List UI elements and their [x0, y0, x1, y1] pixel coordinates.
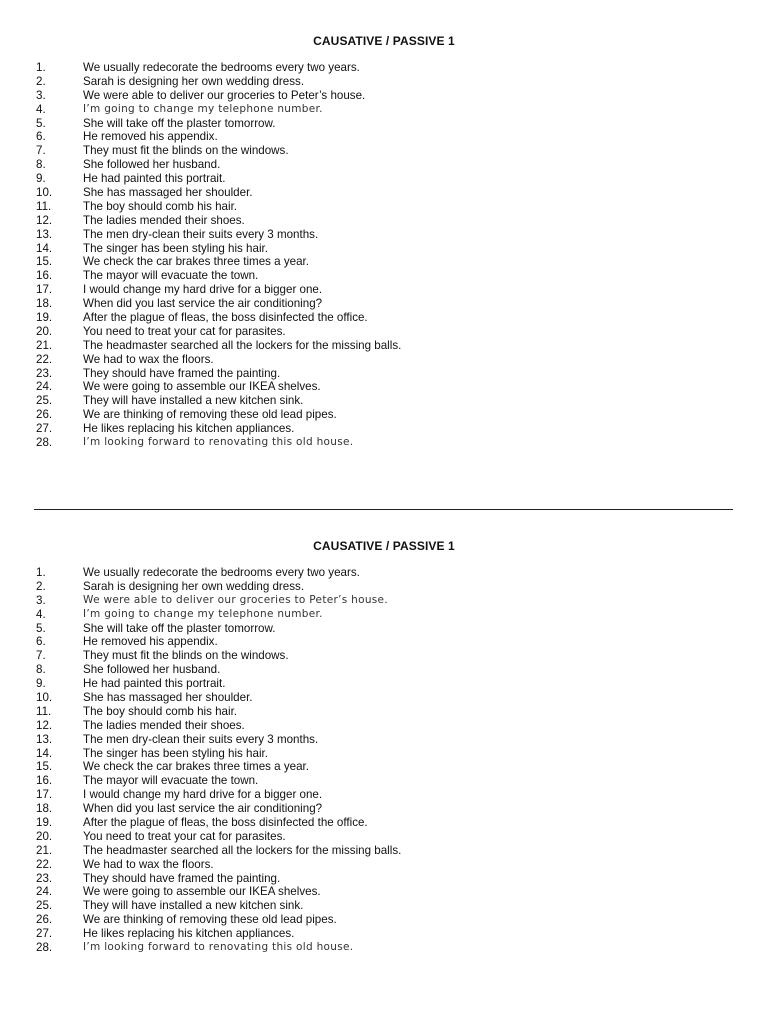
- item-number: 24.: [36, 885, 53, 899]
- list-item: [0, 594, 768, 608]
- list-item: [0, 255, 768, 269]
- list-item: [0, 89, 768, 103]
- item-sentence: I’m looking forward to renovating this old house.: [83, 941, 354, 954]
- item-number: 14.: [36, 241, 53, 255]
- item-sentence: The ladies mended their shoes.: [83, 718, 245, 732]
- item-sentence: We had to wax the floors.: [83, 352, 214, 366]
- item-sentence: The singer has been styling his hair.: [83, 241, 268, 255]
- item-sentence: We were going to assemble our IKEA shelves.: [83, 380, 321, 394]
- item-number: 14.: [36, 746, 53, 760]
- item-sentence: When did you last service the air conditioning?: [83, 297, 323, 311]
- list-item: [0, 691, 768, 705]
- item-sentence: We check the car brakes three times a year.: [83, 760, 309, 774]
- item-sentence: She has massaged her shoulder.: [83, 691, 253, 705]
- item-number: 13.: [36, 227, 53, 241]
- item-sentence: We usually redecorate the bedrooms every two years.: [83, 566, 360, 579]
- item-sentence: She has massaged her shoulder.: [83, 186, 253, 200]
- item-number: 17.: [36, 788, 53, 802]
- worksheet-copy-bottom: [0, 538, 768, 955]
- worksheet-copy-top: [0, 33, 768, 450]
- item-sentence: The boy should comb his hair.: [83, 704, 238, 718]
- item-sentence: He had painted this portrait.: [83, 172, 226, 186]
- item-number: 23.: [36, 366, 53, 380]
- list-item: [0, 325, 768, 339]
- list-item: [0, 158, 768, 172]
- list-item: [0, 719, 768, 733]
- list-item: [0, 649, 768, 663]
- item-number: 13.: [36, 732, 53, 746]
- item-number: 3.: [36, 593, 46, 607]
- item-sentence: After the plague of fleas, the boss disinfected the office.: [83, 311, 368, 325]
- item-number: 2.: [36, 579, 46, 593]
- list-item: [0, 269, 768, 283]
- item-number: 12.: [36, 718, 53, 732]
- item-number: 21.: [36, 843, 53, 857]
- list-item: [0, 635, 768, 649]
- list-item: [0, 677, 768, 691]
- item-sentence: The headmaster searched all the lockers for the missing balls.: [83, 338, 402, 352]
- item-sentence: He had painted this portrait.: [83, 677, 226, 691]
- item-number: 8.: [36, 663, 46, 677]
- item-sentence: The boy should comb his hair.: [83, 199, 238, 213]
- list-item: [0, 61, 768, 75]
- list-item: [0, 283, 768, 297]
- list-item: [0, 622, 768, 636]
- item-sentence: Sarah is designing her own wedding dress.: [83, 579, 305, 593]
- list-item: [0, 608, 768, 622]
- list-item: [0, 816, 768, 830]
- item-number: 16.: [36, 269, 53, 283]
- sentence-list: [0, 61, 768, 450]
- item-sentence: They will have installed a new kitchen sink.: [83, 899, 304, 913]
- item-sentence: We check the car brakes three times a year.: [83, 255, 309, 269]
- item-sentence: We were going to assemble our IKEA shelves.: [83, 885, 321, 899]
- item-number: 19.: [36, 816, 53, 830]
- item-sentence: We usually redecorate the bedrooms every two years.: [83, 61, 360, 74]
- list-item: [0, 858, 768, 872]
- list-item: [0, 436, 768, 450]
- item-sentence: The men dry-clean their suits every 3 months.: [83, 227, 319, 241]
- item-number: 4.: [36, 607, 46, 621]
- item-sentence: I would change my hard drive for a bigger one.: [83, 283, 323, 297]
- item-number: 3.: [36, 88, 46, 102]
- item-number: 9.: [36, 677, 46, 691]
- list-item: [0, 566, 768, 580]
- list-item: [0, 353, 768, 367]
- list-item: [0, 228, 768, 242]
- item-sentence: You need to treat your cat for parasites.: [83, 829, 286, 843]
- item-number: 23.: [36, 871, 53, 885]
- item-sentence: Sarah is designing her own wedding dress.: [83, 74, 305, 88]
- item-number: 6.: [36, 130, 46, 144]
- item-sentence: The mayor will evacuate the town.: [83, 774, 259, 788]
- list-item: [0, 144, 768, 158]
- item-sentence: I’m going to change my telephone number.: [83, 607, 323, 620]
- list-item: [0, 408, 768, 422]
- item-sentence: He likes replacing his kitchen appliances.: [83, 422, 295, 436]
- item-number: 18.: [36, 802, 53, 816]
- item-number: 6.: [36, 635, 46, 649]
- item-number: 15.: [36, 760, 53, 774]
- item-number: 1.: [36, 61, 46, 74]
- list-item: [0, 733, 768, 747]
- item-number: 11.: [36, 704, 52, 718]
- item-sentence: They should have framed the painting.: [83, 871, 281, 885]
- item-sentence: He removed his appendix.: [83, 130, 218, 144]
- item-number: 27.: [36, 927, 53, 941]
- item-sentence: They must fit the blinds on the windows.: [83, 144, 289, 158]
- item-number: 2.: [36, 74, 46, 88]
- item-sentence: We had to wax the floors.: [83, 857, 214, 871]
- list-item: [0, 844, 768, 858]
- item-number: 16.: [36, 774, 53, 788]
- item-sentence: The men dry-clean their suits every 3 months.: [83, 732, 319, 746]
- list-item: [0, 872, 768, 886]
- item-sentence: He likes replacing his kitchen appliances.: [83, 927, 295, 941]
- list-item: [0, 913, 768, 927]
- item-number: 27.: [36, 422, 53, 436]
- list-item: [0, 130, 768, 144]
- item-number: 8.: [36, 158, 46, 172]
- item-number: 28.: [36, 941, 53, 955]
- item-number: 22.: [36, 857, 53, 871]
- item-sentence: After the plague of fleas, the boss disinfected the office.: [83, 816, 368, 830]
- item-number: 5.: [36, 116, 46, 130]
- item-sentence: You need to treat your cat for parasites.: [83, 324, 286, 338]
- list-item: [0, 705, 768, 719]
- item-sentence: She will take off the plaster tomorrow.: [83, 116, 276, 130]
- list-item: [0, 172, 768, 186]
- worksheet-title: CAUSATIVE / PASSIVE 1: [313, 539, 455, 553]
- list-item: [0, 941, 768, 955]
- item-number: 17.: [36, 283, 53, 297]
- item-sentence: They must fit the blinds on the windows.: [83, 649, 289, 663]
- list-item: [0, 830, 768, 844]
- list-item: [0, 380, 768, 394]
- item-sentence: We were able to deliver our groceries to Peter’s house.: [83, 88, 366, 102]
- item-sentence: The headmaster searched all the lockers for the missing balls.: [83, 843, 402, 857]
- list-item: [0, 339, 768, 353]
- item-sentence: He removed his appendix.: [83, 635, 218, 649]
- list-item: [0, 927, 768, 941]
- item-number: 4.: [36, 102, 46, 116]
- list-item: [0, 186, 768, 200]
- item-sentence: I’m looking forward to renovating this old house.: [83, 436, 354, 449]
- list-item: [0, 774, 768, 788]
- list-item: [0, 663, 768, 677]
- item-number: 26.: [36, 408, 53, 422]
- list-item: [0, 747, 768, 761]
- item-number: 10.: [36, 186, 53, 200]
- list-item: [0, 117, 768, 131]
- list-item: [0, 200, 768, 214]
- item-sentence: We are thinking of removing these old lead pipes.: [83, 913, 337, 927]
- item-sentence: They will have installed a new kitchen sink.: [83, 394, 304, 408]
- item-number: 15.: [36, 255, 53, 269]
- list-item: [0, 580, 768, 594]
- cut-line-divider: [34, 509, 733, 510]
- list-item: [0, 788, 768, 802]
- item-number: 21.: [36, 338, 53, 352]
- list-item: [0, 885, 768, 899]
- item-sentence: The ladies mended their shoes.: [83, 213, 245, 227]
- item-sentence: The mayor will evacuate the town.: [83, 269, 259, 283]
- item-sentence: She followed her husband.: [83, 158, 221, 172]
- item-number: 7.: [36, 144, 46, 158]
- sentence-list: [0, 566, 768, 955]
- list-item: [0, 367, 768, 381]
- item-number: 20.: [36, 324, 53, 338]
- list-item: [0, 802, 768, 816]
- item-sentence: When did you last service the air conditioning?: [83, 802, 323, 816]
- list-item: [0, 103, 768, 117]
- list-item: [0, 75, 768, 89]
- item-sentence: I’m going to change my telephone number.: [83, 102, 323, 115]
- list-item: [0, 242, 768, 256]
- worksheet-title: CAUSATIVE / PASSIVE 1: [313, 34, 455, 48]
- item-number: 18.: [36, 297, 53, 311]
- list-item: [0, 899, 768, 913]
- list-item: [0, 422, 768, 436]
- item-number: 28.: [36, 436, 53, 450]
- item-number: 11.: [36, 199, 52, 213]
- list-item: [0, 311, 768, 325]
- list-item: [0, 297, 768, 311]
- item-sentence: I would change my hard drive for a bigger one.: [83, 788, 323, 802]
- item-number: 26.: [36, 913, 53, 927]
- item-number: 10.: [36, 691, 53, 705]
- item-number: 1.: [36, 566, 46, 579]
- list-item: [0, 214, 768, 228]
- item-sentence: They should have framed the painting.: [83, 366, 281, 380]
- item-number: 9.: [36, 172, 46, 186]
- item-sentence: She will take off the plaster tomorrow.: [83, 621, 276, 635]
- item-sentence: We were able to deliver our groceries to Peter’s house.: [83, 593, 388, 606]
- item-sentence: She followed her husband.: [83, 663, 221, 677]
- list-item: [0, 760, 768, 774]
- item-number: 7.: [36, 649, 46, 663]
- item-number: 5.: [36, 621, 46, 635]
- list-item: [0, 394, 768, 408]
- item-number: 24.: [36, 380, 53, 394]
- item-sentence: We are thinking of removing these old lead pipes.: [83, 408, 337, 422]
- item-number: 20.: [36, 829, 53, 843]
- item-number: 22.: [36, 352, 53, 366]
- item-number: 25.: [36, 899, 53, 913]
- item-number: 12.: [36, 213, 53, 227]
- item-number: 19.: [36, 311, 53, 325]
- item-sentence: The singer has been styling his hair.: [83, 746, 268, 760]
- item-number: 25.: [36, 394, 53, 408]
